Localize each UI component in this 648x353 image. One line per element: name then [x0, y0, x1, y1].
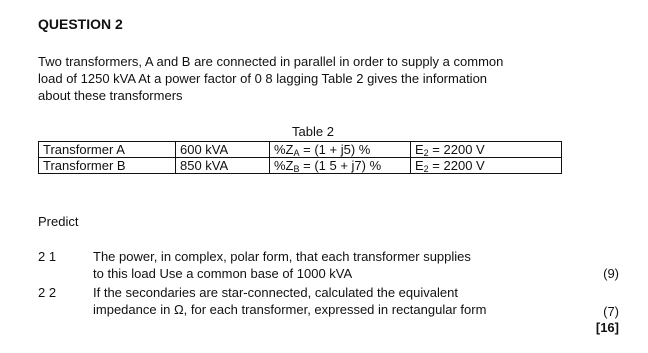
voltage-subscript: 2	[423, 148, 429, 158]
table-row	[39, 142, 562, 158]
impedance-value: = (1 + j5) %	[299, 142, 371, 157]
table-caption: Table 2	[292, 124, 334, 139]
total-marks: [16]	[595, 320, 619, 335]
voltage-symbol: E	[415, 158, 424, 173]
voltage-cell	[411, 158, 562, 174]
impedance-subscript: A	[293, 148, 300, 158]
voltage-value: = 2200 V	[428, 158, 485, 173]
impedance-cell	[270, 158, 411, 174]
question-number: 2 2	[38, 285, 57, 300]
table-row	[39, 158, 562, 174]
question-marks: (9)	[603, 266, 619, 281]
question-marks: (7)	[603, 304, 619, 319]
intro-line-3: about these transformers	[38, 88, 183, 103]
voltage-subscript: 2	[423, 164, 429, 174]
transformer-name: Transformer B	[39, 158, 176, 174]
impedance-value: = (1 5 + j7) %	[299, 158, 382, 173]
voltage-value: = 2200 V	[428, 142, 485, 157]
impedance-subscript: B	[293, 164, 300, 174]
transformer-rating: 850 kVA	[176, 158, 270, 174]
predict-label: Predict	[38, 214, 79, 229]
question-text-line: If the secondaries are star-connected, calculated the equivalent	[93, 285, 458, 300]
question-number: 2 1	[38, 249, 57, 264]
transformer-rating: 600 kVA	[176, 142, 270, 158]
transformer-table	[38, 141, 562, 174]
voltage-symbol: E	[415, 142, 424, 157]
intro-line-2: load of 1250 kVA At a power factor of 0 8 lagging Table 2 gives the information	[38, 71, 488, 86]
question-heading: QUESTION 2	[38, 16, 123, 32]
impedance-symbol: %Z	[274, 142, 294, 157]
intro-line-1: Two transformers, A and B are connected in parallel in order to supply a common	[38, 54, 504, 69]
question-text-line: The power, in complex, polar form, that each transformer supplies	[93, 249, 471, 264]
impedance-symbol: %Z	[274, 158, 294, 173]
transformer-name: Transformer A	[39, 142, 176, 158]
impedance-cell	[270, 142, 411, 158]
question-text-line: impedance in Ω, for each transformer, expressed in rectangular form	[93, 302, 487, 317]
question-text-line: to this load Use a common base of 1000 kVA	[93, 266, 353, 281]
voltage-cell	[411, 142, 562, 158]
